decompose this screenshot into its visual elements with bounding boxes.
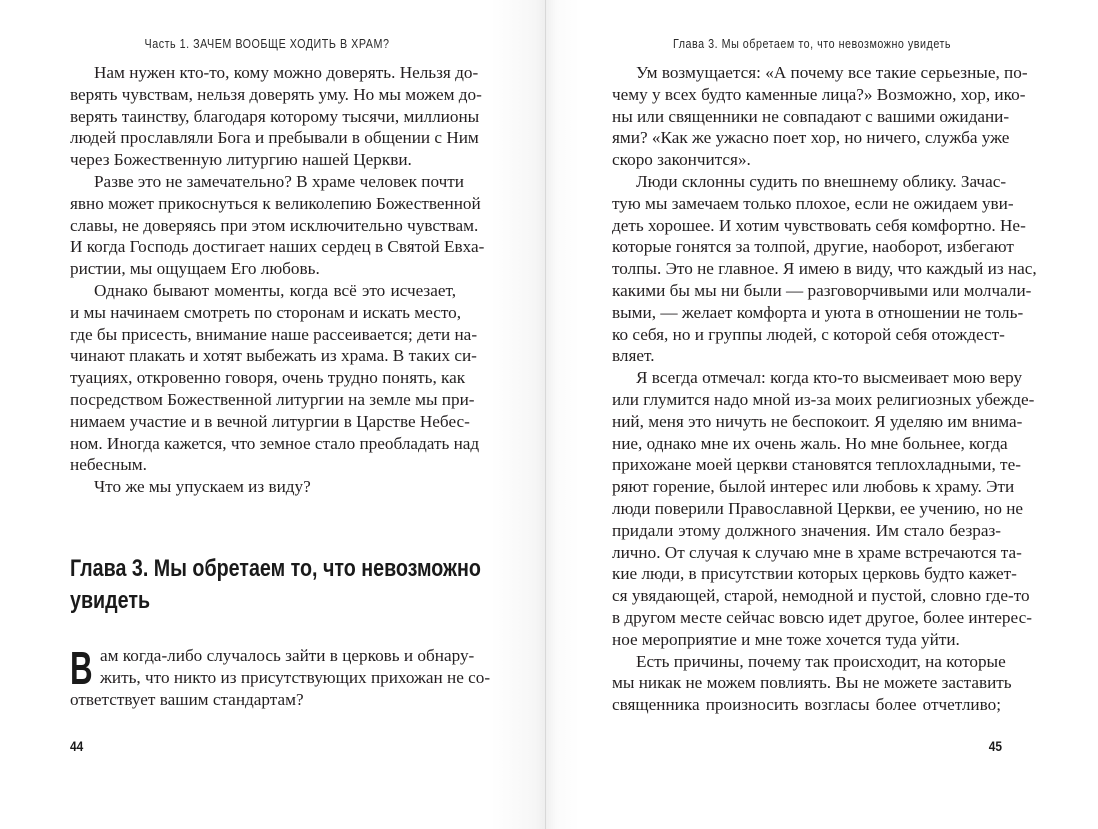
- chapter-heading-line-1: Глава 3. Мы обретаем то, что невозможно: [70, 555, 481, 582]
- running-head-left: Часть 1. ЗАЧЕМ ВООБЩЕ ХОДИТЬ В ХРАМ?: [144, 37, 390, 51]
- text-line: ное мероприятие и мне тоже хочется туда уйти.: [612, 629, 960, 649]
- text-line: придали этому должного значения. Им стало безраз-: [612, 520, 1001, 540]
- text-line: Люди склонны судить по внешнему облику. Зачас-: [636, 171, 1007, 191]
- text-line: явно может прикоснуться к великолепию Божественной: [70, 193, 481, 213]
- text-line: и мы начинаем смотреть по сторонам и искать место,: [70, 302, 462, 322]
- text-line: ко себя, но и группы людей, с которой себя отождест-: [612, 324, 1005, 344]
- text-line: выми, — желает комфорта и уюта в отношении не толь-: [612, 302, 1024, 322]
- left-page: [0, 0, 546, 829]
- text-line: где бы присесть, внимание наше рассеивается; дети на-: [70, 324, 478, 344]
- text-line: прихожане моей церкви становятся теплохладными, те-: [612, 455, 1021, 475]
- text-line: славы, не доверяясь при этом исключительно чувствам.: [70, 215, 479, 235]
- page-number-left: 44: [70, 738, 84, 754]
- text-line: ями? «Как же ужасно поет хор, но ничего, служба уже: [612, 128, 1010, 148]
- text-line: ся увядающей, старой, немодной и пустой, словно где-то: [612, 586, 1030, 606]
- text-line: чему у всех будто каменные лица?» Возможно, хор, ико-: [612, 84, 1026, 104]
- text-line: Есть причины, почему так происходит, на которые: [636, 651, 1006, 671]
- text-line: И когда Господь достигает наших сердец в Святой Евха-: [70, 237, 485, 257]
- text-line: или глумится надо мной из-за моих религиозных убежде-: [612, 389, 1035, 409]
- text-line: чинают плакать и хотят выбежать из храма. В таких си-: [70, 346, 477, 366]
- right-body-text: [612, 62, 1037, 716]
- chapter-intro-paragraph: [70, 642, 491, 710]
- text-line: верять чувствам, нельзя доверять уму. Но мы можем до-: [70, 84, 482, 104]
- text-line: деть хорошее. И хотим чувствовать себя комфортно. Не-: [612, 215, 1026, 235]
- text-line: Нам нужен кто-то, кому можно доверять. Нельзя до-: [94, 63, 479, 82]
- text-line: жить, что никто из присутствующих прихожан не со-: [100, 667, 491, 687]
- text-line: через Божественную литургию нашей Церкви.: [70, 150, 412, 170]
- text-line: тую мы замечаем только плохое, если не ожидаем уви-: [612, 193, 1014, 213]
- text-line: в другом месте сейчас вовсю идет другое, более интерес-: [612, 607, 1032, 627]
- text-line: Однако бывают моменты, когда всё это исчезает,: [94, 280, 456, 300]
- text-line: людей прославляли Бога и пребывали в общении с Ним: [70, 128, 479, 148]
- text-line: вляет.: [612, 346, 655, 366]
- text-line: какими бы мы ни были — разговорчивыми или молчали-: [612, 280, 1032, 300]
- text-line: ам когда-либо случалось зайти в церковь и обнару-: [100, 646, 475, 665]
- text-line: лично. От случая к случаю мне в храме встречаются та-: [612, 542, 1022, 562]
- text-line: ристии, мы ощущаем Его любовь.: [70, 259, 320, 279]
- text-line: ний, меня это ничуть не беспокоит. Я уделяю им внима-: [612, 411, 1023, 431]
- text-line: ряют горение, былой интерес или любовь к храму. Эти: [612, 477, 1015, 497]
- text-line: ние, однако мне их очень жаль. Но мне больнее, когда: [612, 433, 1008, 453]
- text-line: посредством Божественной литургии на земле мы при-: [70, 389, 475, 409]
- text-line: скоро закончится».: [612, 150, 751, 170]
- text-line: которые гонятся за толпой, другие, наоборот, избегают: [612, 237, 1014, 257]
- text-line: мы никак не можем повлиять. Вы не можете заставить: [612, 673, 1012, 693]
- left-body-text: [70, 62, 485, 498]
- chapter-heading: [70, 553, 481, 617]
- page-number-right: 45: [988, 738, 1002, 754]
- text-line: нимаем участие и в вечной литургии в Царстве Небес-: [70, 411, 470, 431]
- text-line: Ум возмущается: «А почему все такие серьезные, по-: [636, 63, 1028, 82]
- text-line: толпы. Это не главное. Я имею в виду, что каждый из нас,: [612, 259, 1037, 279]
- text-line: ном. Иногда кажется, что земное стало преобладать над: [70, 433, 480, 453]
- right-page: [546, 0, 1098, 829]
- text-line: Я всегда отмечал: когда кто-то высмеивает мою веру: [636, 368, 1023, 388]
- text-line: люди поверили Православной Церкви, ее учению, но не: [612, 498, 1024, 518]
- text-line: кие люди, в присутствии которых церковь будто кажет-: [612, 564, 1017, 584]
- text-line: ны или священники не совпадают с вашими ожидани-: [612, 106, 1010, 126]
- text-line: верять таинству, благодаря которому тысячи, миллионы: [70, 106, 480, 126]
- running-head-right: Глава 3. Мы обретаем то, что невозможно увидеть: [672, 37, 952, 51]
- text-line: небесным.: [70, 455, 147, 475]
- text-line: Разве это не замечательно? В храме человек почти: [94, 171, 464, 191]
- drop-cap: В: [70, 642, 93, 694]
- chapter-heading-line-2: увидеть: [70, 587, 151, 614]
- text-line: туациях, откровенно говоря, очень трудно понять, как: [70, 368, 466, 388]
- text-line: Что же мы упускаем из виду?: [94, 477, 311, 497]
- text-line: священника произносить возгласы более отчетливо;: [612, 695, 1001, 715]
- text-line: ответствует вашим стандартам?: [70, 689, 304, 709]
